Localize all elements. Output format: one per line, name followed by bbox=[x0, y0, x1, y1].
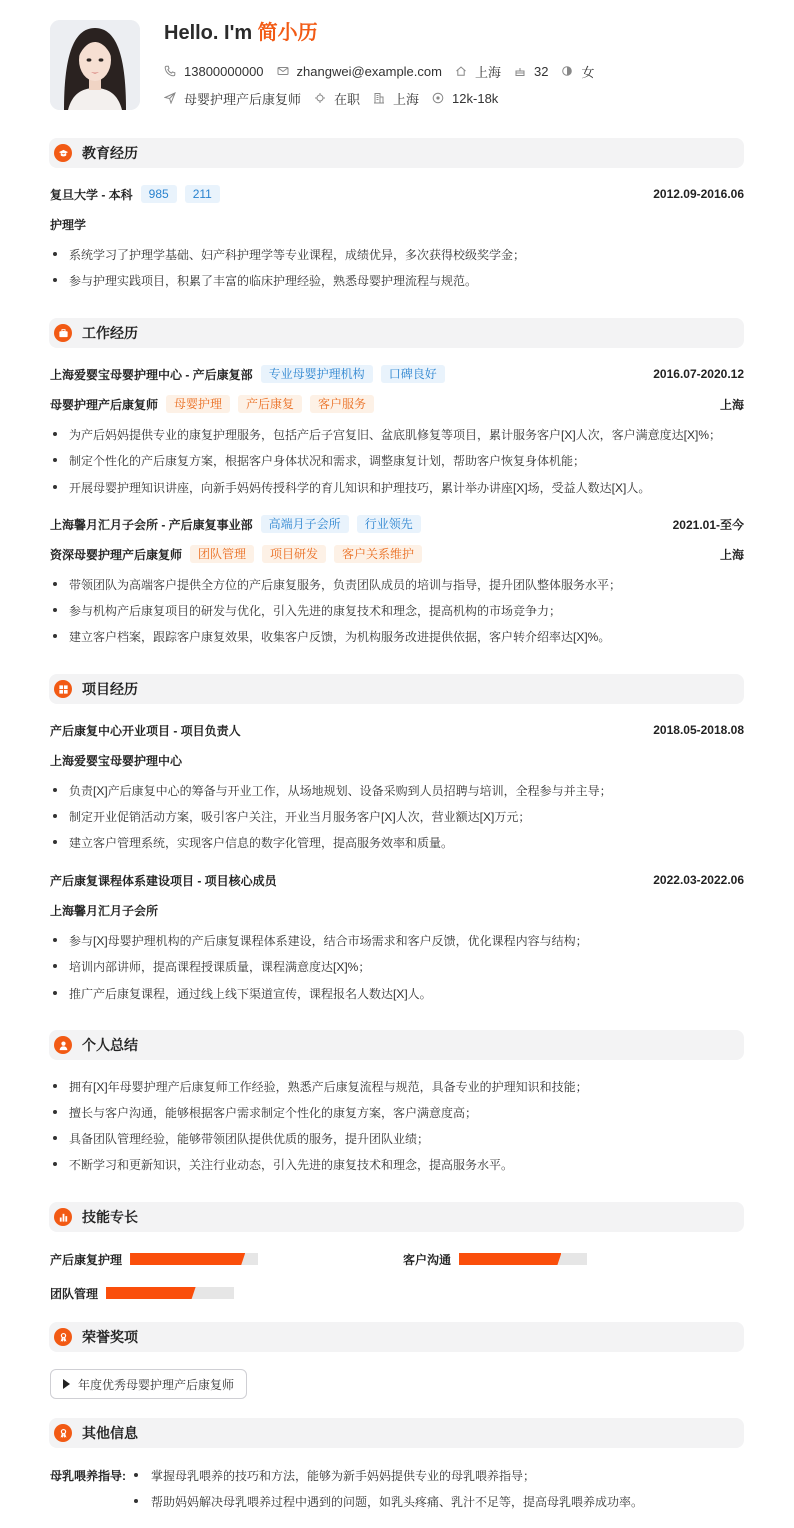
list-item: 具备团队管理经验，能够带领团队提供优质的服务，提升团队业绩； bbox=[50, 1129, 750, 1147]
list-item: 参与[X]母婴护理机构的产后康复课程体系建设，结合市场需求和客户反馈，优化课程内容与结构； bbox=[50, 931, 750, 949]
section-header-summary: 个人总结 bbox=[49, 1030, 744, 1060]
education-period: 2012.09-2016.06 bbox=[653, 187, 744, 201]
skill-item: 产后康复护理 bbox=[50, 1251, 258, 1267]
company-tag: 行业领先 bbox=[357, 515, 421, 533]
list-item: 培训内部讲师，提高课程授课质量，课程满意度达[X]%； bbox=[50, 957, 750, 975]
role-tag: 项目研发 bbox=[262, 545, 326, 563]
list-item: 建立客户档案，跟踪客户康复效果，收集客户反馈，为机构服务改进提供依据，客户转介绍率达[X]%。 bbox=[50, 627, 750, 645]
bar-chart-icon bbox=[54, 1208, 72, 1226]
status-icon bbox=[314, 92, 326, 104]
coin-icon bbox=[432, 92, 444, 104]
list-item: 制定个性化的产后康复方案，根据客户身体状况和需求，调整康复计划，帮助客户恢复身体机能； bbox=[50, 451, 750, 469]
role-tag: 客户关系维护 bbox=[334, 545, 422, 563]
role-tag: 母婴护理 bbox=[166, 395, 230, 413]
work-period: 2016.07-2020.12 bbox=[653, 367, 744, 381]
age: 32 bbox=[514, 64, 548, 79]
company-tag: 高端月子会所 bbox=[261, 515, 349, 533]
school-tag: 211 bbox=[185, 185, 220, 203]
skill-bar bbox=[106, 1287, 234, 1299]
section-header-education: 教育经历 bbox=[49, 138, 744, 168]
work-title: 母婴护理产后康复师 母婴护理 产后康复 客户服务 上海 bbox=[50, 397, 744, 412]
company-tag: 口碑良好 bbox=[381, 365, 445, 383]
avatar bbox=[50, 20, 140, 110]
list-item: 推广产后康复课程，通过线上线下渠道宣传，课程报名人数达[X]人。 bbox=[50, 984, 750, 1002]
medal-icon bbox=[54, 1328, 72, 1346]
list-item: 掌握母乳喂养的技巧和方法，能够为新手妈妈提供专业的母乳喂养指导； bbox=[134, 1466, 535, 1484]
project-name: 产后康复中心开业项目 - 项目负责人 2018.05-2018.08 bbox=[50, 723, 744, 738]
role-tag: 产后康复 bbox=[238, 395, 302, 413]
education-entry: 复旦大学 - 本科 985 211 2012.09-2016.06 bbox=[50, 187, 744, 202]
project-name: 产后康复课程体系建设项目 - 项目核心成员 2022.03-2022.06 bbox=[50, 873, 744, 888]
section-header-work: 工作经历 bbox=[49, 318, 744, 348]
location: 上海 bbox=[455, 62, 501, 81]
job-intention-row bbox=[164, 89, 511, 107]
list-item: 拥有[X]年母婴护理产后康复师工作经验，熟悉产后康复流程与规范，具备专业的护理知识和技能； bbox=[50, 1077, 750, 1095]
contact-row bbox=[164, 62, 607, 80]
email: zhangwei@example.com bbox=[277, 64, 442, 79]
list-item: 带领团队为高端客户提供全方位的产后康复服务，负责团队成员的培训与指导，提升团队整体服务水平； bbox=[50, 575, 750, 593]
award-item: 年度优秀母婴护理产后康复师 bbox=[50, 1369, 247, 1399]
work-title: 资深母婴护理产后康复师 团队管理 项目研发 客户关系维护 上海 bbox=[50, 547, 744, 562]
skill-bar-fill bbox=[459, 1253, 561, 1265]
skill-item: 团队管理 bbox=[50, 1285, 234, 1301]
gender-icon bbox=[561, 65, 573, 77]
phone-icon bbox=[164, 65, 176, 77]
list-item: 帮助妈妈解决母乳喂养过程中遇到的问题，如乳头疼痛、乳汁不足等，提高母乳喂养成功率。 bbox=[134, 1492, 643, 1510]
work-city: 上海 bbox=[719, 547, 744, 562]
skill-bar-fill bbox=[106, 1287, 196, 1299]
list-item: 为产后妈妈提供专业的康复护理服务，包括产后子宫复旧、盆底肌修复等项目，累计服务客户[X]人次，客户满意度达[X]%； bbox=[50, 425, 750, 443]
other-info-label: 母乳喂养指导: bbox=[50, 1468, 126, 1483]
skill-bar-fill bbox=[130, 1253, 245, 1265]
job-status: 在职 bbox=[314, 89, 360, 108]
target-job: 母婴护理产后康复师 bbox=[164, 89, 301, 108]
skill-item: 客户沟通 bbox=[403, 1251, 587, 1267]
education-major: 护理学 bbox=[50, 217, 87, 232]
list-item: 系统学习了护理学基础、妇产科护理学等专业课程，成绩优异，多次获得校级奖学金； bbox=[50, 245, 750, 263]
play-triangle-icon bbox=[63, 1379, 70, 1389]
work-city: 上海 bbox=[719, 397, 744, 412]
work-company: 上海馨月汇月子会所 - 产后康复事业部 高端月子会所 行业领先 2021.01-至今 bbox=[50, 517, 744, 532]
graduation-cap-icon bbox=[54, 144, 72, 162]
work-period: 2021.01-至今 bbox=[672, 517, 744, 532]
briefcase-icon bbox=[54, 324, 72, 342]
list-item: 不断学习和更新知识，关注行业动态，引入先进的康复技术和理念，提高服务水平。 bbox=[50, 1155, 750, 1173]
greeting-title: Hello. I'm 简小历 bbox=[164, 22, 318, 44]
gender: 女 bbox=[561, 62, 594, 81]
school-tag: 985 bbox=[141, 185, 177, 203]
role-tag: 团队管理 bbox=[190, 545, 254, 563]
grid-icon bbox=[54, 680, 72, 698]
project-period: 2018.05-2018.08 bbox=[653, 723, 744, 737]
company-tag: 专业母婴护理机构 bbox=[261, 365, 373, 383]
role-tag: 客户服务 bbox=[310, 395, 374, 413]
candidate-name: 简小历 bbox=[257, 22, 318, 44]
user-icon bbox=[54, 1036, 72, 1054]
section-header-other: 其他信息 bbox=[49, 1418, 744, 1448]
skill-bar bbox=[130, 1253, 258, 1265]
section-header-awards: 荣誉奖项 bbox=[49, 1322, 744, 1352]
project-org: 上海馨月汇月子会所 bbox=[50, 903, 159, 918]
avatar-portrait-icon bbox=[50, 20, 140, 110]
list-item: 建立客户管理系统，实现客户信息的数字化管理，提高服务效率和质量。 bbox=[50, 833, 750, 851]
list-item: 擅长与客户沟通，能够根据客户需求制定个性化的康复方案，客户满意度高； bbox=[50, 1103, 750, 1121]
project-org: 上海爱婴宝母婴护理中心 bbox=[50, 753, 183, 768]
work-company: 上海爱婴宝母婴护理中心 - 产后康复部 专业母婴护理机构 口碑良好 2016.07-2020.12 bbox=[50, 367, 744, 382]
info-icon bbox=[54, 1424, 72, 1442]
list-item: 负责[X]产后康复中心的筹备与开业工作，从场地规划、设备采购到人员招聘与培训，全程参与并主导； bbox=[50, 781, 750, 799]
mail-icon bbox=[277, 65, 289, 77]
salary: 12k-18k bbox=[432, 91, 498, 106]
list-item: 制定开业促销活动方案，吸引客户关注，开业当月服务客户[X]人次，营业额达[X]万元； bbox=[50, 807, 750, 825]
home-icon bbox=[455, 65, 467, 77]
section-header-project: 项目经历 bbox=[49, 674, 744, 704]
list-item: 参与机构产后康复项目的研发与优化，引入先进的康复技术和理念，提高机构的市场竞争力； bbox=[50, 601, 750, 619]
send-icon bbox=[164, 92, 176, 104]
project-period: 2022.03-2022.06 bbox=[653, 873, 744, 887]
building-icon bbox=[373, 92, 385, 104]
target-city: 上海 bbox=[373, 89, 419, 108]
list-item: 参与护理实践项目，积累了丰富的临床护理经验，熟悉母婴护理流程与规范。 bbox=[50, 271, 750, 289]
cake-icon bbox=[514, 65, 526, 77]
skill-bar bbox=[459, 1253, 587, 1265]
section-header-skills: 技能专长 bbox=[49, 1202, 744, 1232]
list-item: 开展母婴护理知识讲座，向新手妈妈传授科学的育儿知识和护理技巧，累计举办讲座[X]场，受益人数达[X]人。 bbox=[50, 478, 750, 496]
phone: 13800000000 bbox=[164, 64, 264, 79]
